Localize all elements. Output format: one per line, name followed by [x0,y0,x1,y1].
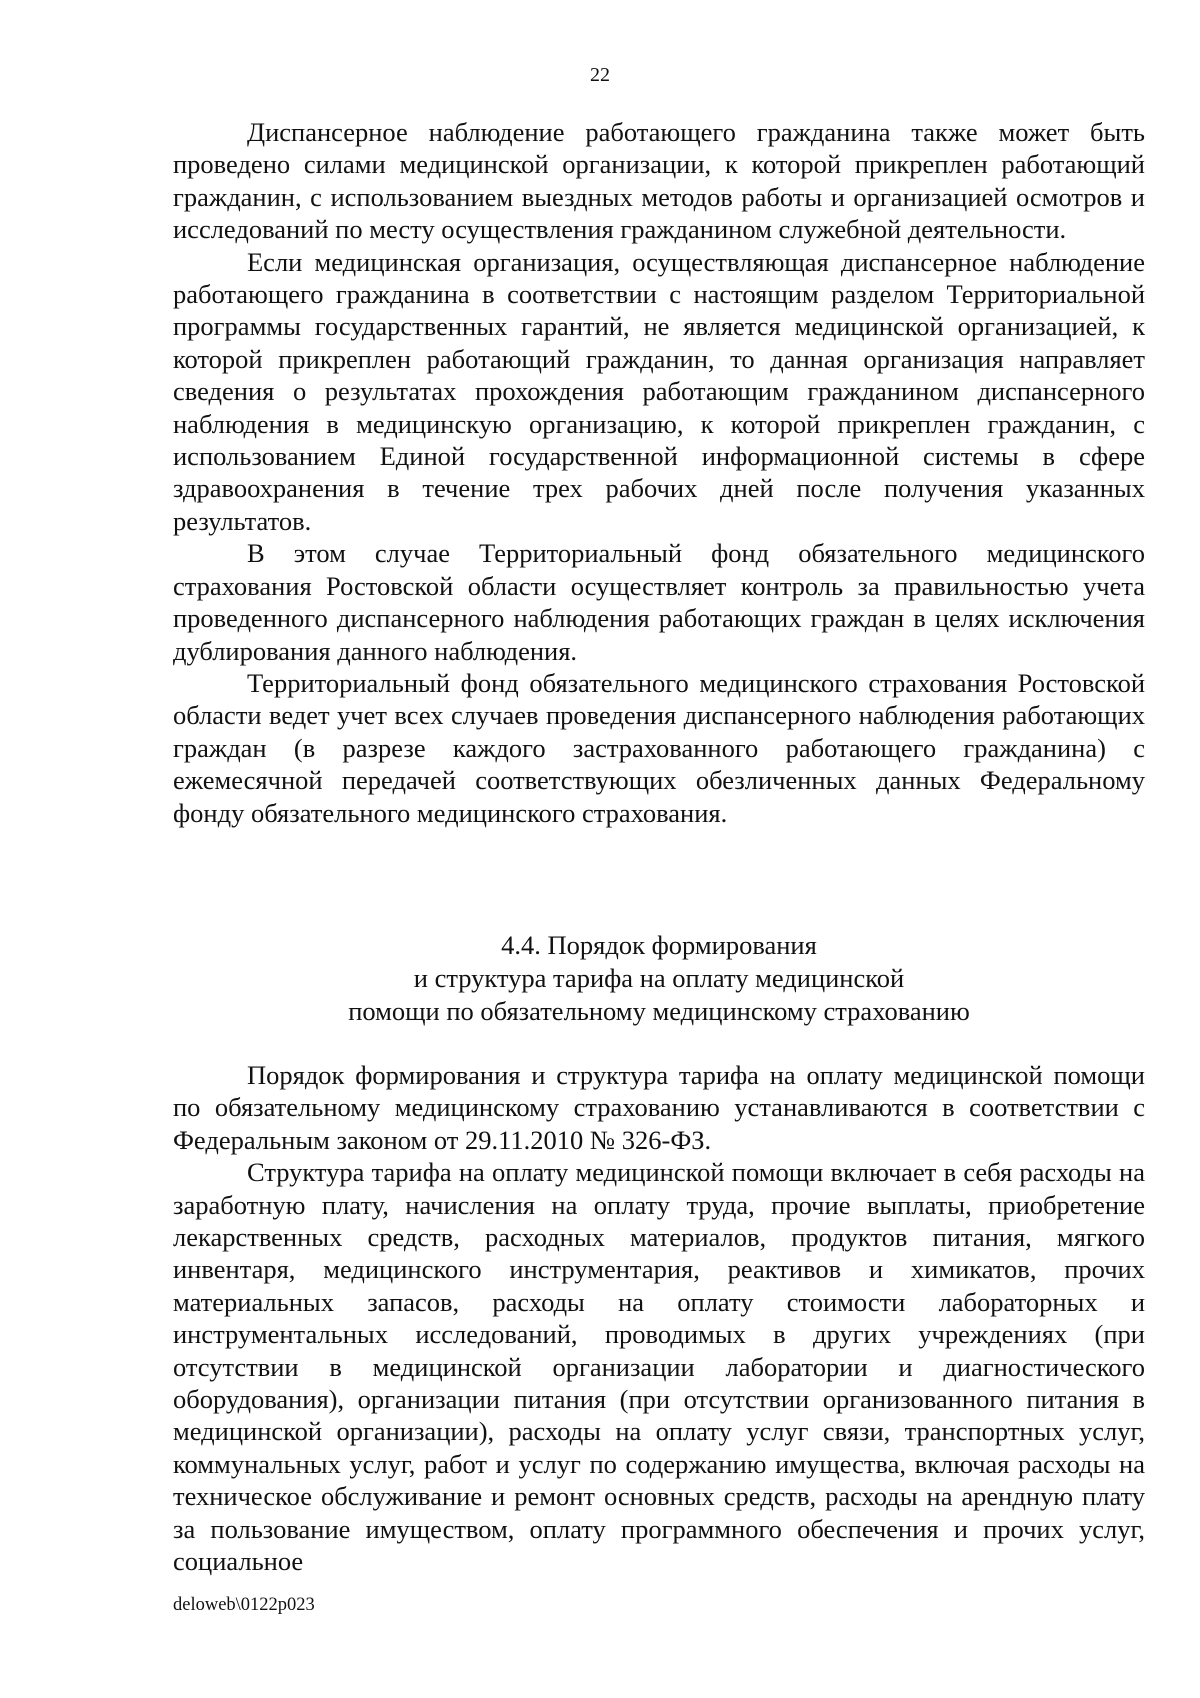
paragraph: Порядок формирования и структура тарифа на оплату медицинской помощи по обязательному медицинскому страхованию устанавливаются в соответствии с Федеральным законом от 29.11.2010 № 326-ФЗ. [173,1060,1145,1155]
paragraph: Диспансерное наблюдение работающего гражданина также может быть проведено силами медицинской организации, к которой прикреплен работающий гражданин, с использованием выездных методов работы и организацией осмотров и исследований по месту осуществления гражданином служебной деятельности. [173,117,1145,245]
section-heading-line: помощи по обязательному медицинскому страхованию [348,996,970,1026]
section-heading [173,929,1145,1028]
paragraph: Структура тарифа на оплату медицинской помощи включает в себя расходы на заработную плату, начисления на оплату труда, прочие выплаты, приобретение лекарственных средств, расходных материалов, продуктов питания, мягкого инвентаря, медицинского инструментария, реактивов и химикатов, прочих материальных запасов, расходы на оплату стоимости лабораторных и инструментальных исследований, проводимых в других учреждениях (при отсутствии в медицинской организации лаборатории и диагностического оборудования), организации питания (при отсутствии организованного питания в медицинской организации), расходы на оплату услуг связи, транспортных услуг, коммунальных услуг, работ и услуг по содержанию имущества, включая расходы на техническое обслуживание и ремонт основных средств, расходы на арендную плату за пользование имуществом, оплату программного обеспечения и прочих услуг, социальное [173,1157,1145,1577]
body-text-bottom [173,1059,1145,1578]
paragraph: Если медицинская организация, осуществляющая диспансерное наблюдение работающего гражданина в соответствии с настоящим разделом Территориальной программы государственных гарантий, не является медицинской организацией, к которой прикреплен работающий гражданин, то данная организация направляет сведения о результатах прохождения работающим гражданином диспансерного наблюдения в медицинскую организацию, к которой прикреплен гражданин, с использованием Единой государственной информационной системы в сфере здравоохранения в течение трех рабочих дней после получения указанных результатов. [173,246,1145,536]
document-code: deloweb\0122p023 [173,1595,315,1615]
body-text-top [173,116,1145,829]
section-heading-line: 4.4. Порядок формирования [501,930,817,960]
paragraph: В этом случае Территориальный фонд обязательного медицинского страхования Ростовской области осуществляет контроль за правильностью учета проведенного диспансерного наблюдения работающих граждан в целях исключения дублирования данного наблюдения. [173,538,1145,666]
paragraph: Территориальный фонд обязательного медицинского страхования Ростовской области ведет учет всех случаев проведения диспансерного наблюдения работающих граждан (в разрезе каждого застрахованного работающего гражданина) с ежемесячной передачей соответствующих обезличенных данных Федеральному фонду обязательного медицинского страхования. [173,667,1145,828]
page-number: 22 [590,64,610,86]
section-heading-line: и структура тарифа на оплату медицинской [413,963,905,993]
